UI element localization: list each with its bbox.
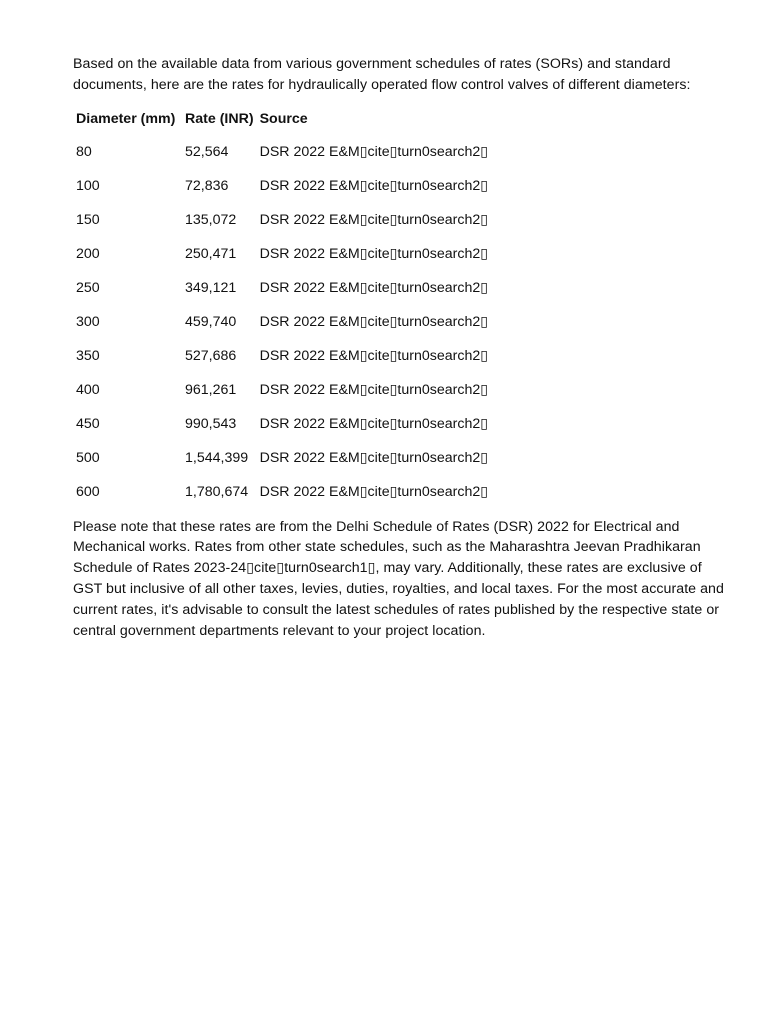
- header-rate: Rate (INR): [185, 110, 254, 127]
- table-row: [73, 271, 491, 305]
- cell-rate: 349,121: [185, 279, 237, 296]
- table-row: [73, 339, 491, 373]
- cell-rate: 72,836: [185, 177, 229, 194]
- cell-diameter: 250: [76, 279, 100, 296]
- table-row: [73, 305, 491, 339]
- table-row: [73, 373, 491, 407]
- table-row: [73, 169, 491, 203]
- note-paragraph: Please note that these rates are from the Delhi Schedule of Rates (DSR) 2022 for Electrical and Mechanical works. Rates from other state schedules, such as the Maharashtra Jeevan Pradhikaran Schedule of Rates 2023-24▯cite▯turn0search1▯, may vary. Additionally, these rates are exclusive of GST but inclusive of all other taxes, levies, duties, royalties, and local taxes. For the most accurate and current rates, it's advisable to consult the latest schedules of rates published by the respective state or central government departments relevant to your project location.: [73, 518, 724, 639]
- cell-source: DSR 2022 E&M▯cite▯turn0search2▯: [259, 381, 489, 398]
- cell-source: DSR 2022 E&M▯cite▯turn0search2▯: [259, 483, 489, 500]
- cell-source: DSR 2022 E&M▯cite▯turn0search2▯: [259, 211, 489, 228]
- cell-diameter: 150: [76, 211, 100, 228]
- rates-table: [73, 107, 491, 509]
- cell-source: DSR 2022 E&M▯cite▯turn0search2▯: [259, 143, 489, 160]
- table-row: [73, 237, 491, 271]
- cell-diameter: 80: [76, 143, 92, 160]
- table-row: [73, 407, 491, 441]
- cell-rate: 52,564: [185, 143, 229, 160]
- cell-source: DSR 2022 E&M▯cite▯turn0search2▯: [259, 415, 489, 432]
- cell-diameter: 400: [76, 381, 100, 398]
- cell-source: DSR 2022 E&M▯cite▯turn0search2▯: [259, 347, 489, 364]
- cell-source: DSR 2022 E&M▯cite▯turn0search2▯: [259, 177, 489, 194]
- cell-source: DSR 2022 E&M▯cite▯turn0search2▯: [259, 279, 489, 296]
- cell-rate: 459,740: [185, 313, 237, 330]
- cell-diameter: 300: [76, 313, 100, 330]
- cell-rate: 250,471: [185, 245, 237, 262]
- table-row: [73, 441, 491, 475]
- intro-paragraph: Based on the available data from various government schedules of rates (SORs) and standard documents, here are the rates for hydraulically operated flow control valves of different diameters:: [73, 56, 691, 93]
- header-diameter: Diameter (mm): [76, 110, 176, 127]
- table-row: [73, 203, 491, 237]
- header-source: Source: [259, 110, 308, 127]
- cell-source: DSR 2022 E&M▯cite▯turn0search2▯: [259, 245, 489, 262]
- cell-diameter: 500: [76, 449, 100, 466]
- cell-source: DSR 2022 E&M▯cite▯turn0search2▯: [259, 313, 489, 330]
- cell-rate: 961,261: [185, 381, 237, 398]
- cell-diameter: 100: [76, 177, 100, 194]
- cell-rate: 990,543: [185, 415, 237, 432]
- cell-diameter: 350: [76, 347, 100, 364]
- cell-rate: 1,780,674: [185, 483, 249, 500]
- table-row: [73, 475, 491, 509]
- table-row: [73, 135, 491, 169]
- cell-diameter: 200: [76, 245, 100, 262]
- table-header-row: [73, 107, 491, 135]
- cell-diameter: 600: [76, 483, 100, 500]
- cell-rate: 1,544,399: [185, 449, 249, 466]
- cell-rate: 135,072: [185, 211, 237, 228]
- cell-diameter: 450: [76, 415, 100, 432]
- cell-rate: 527,686: [185, 347, 237, 364]
- cell-source: DSR 2022 E&M▯cite▯turn0search2▯: [259, 449, 489, 466]
